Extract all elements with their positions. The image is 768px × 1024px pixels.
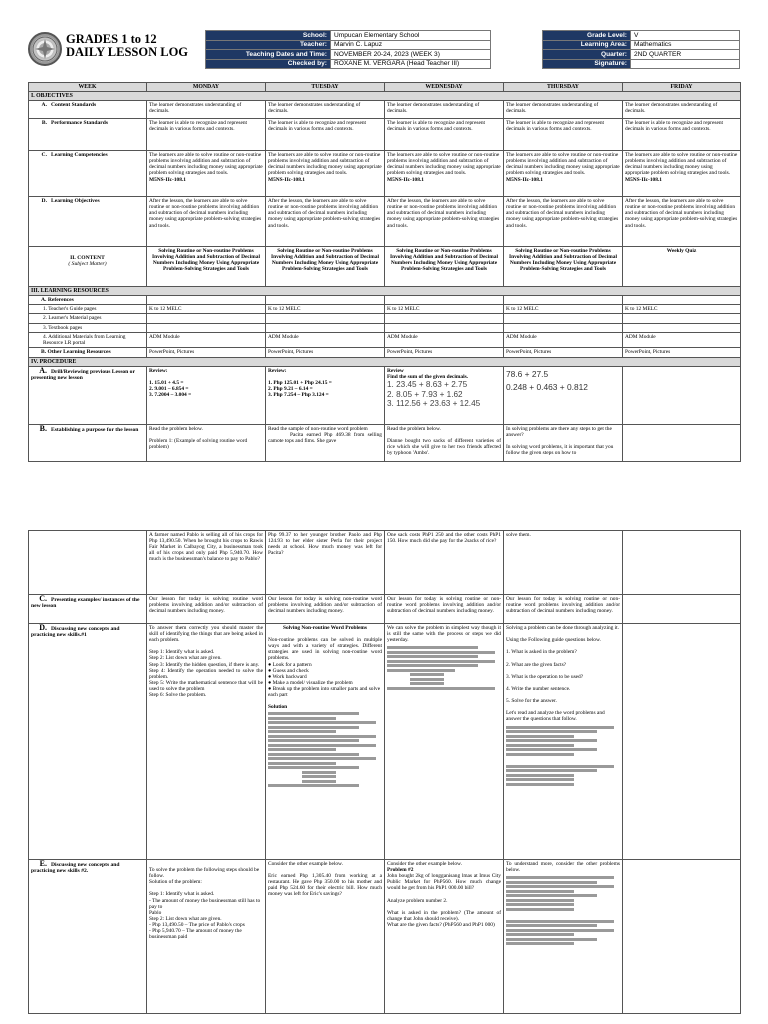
competencies-tue: The learners are able to solve routine or non-routine problems involving addition and subtraction of decimal numbers including money using appropriate problem solving strategies and tools. M5NS-IIc-108.1: [266, 151, 385, 197]
discussing-1-tue: Solving Non-routine Word Problems Non-routine problems can be solved in multiple ways and with a variety of strategies. Different strategies are used in solving non-routine word problems. ● Look for a pattern ● Guess and check ● Work backward ● Make a model/ visualize the problem ● Break up the problem into smaller parts and solve each part Solution: [266, 624, 385, 860]
school-value: Umpucan Elementary School: [331, 31, 491, 41]
school-label: School:: [206, 31, 331, 41]
section-learning-resources: III. LEARNING RESOURCES: [29, 287, 741, 296]
col-tuesday: TUESDAY: [266, 83, 385, 92]
row-label-references: A. References: [29, 296, 147, 305]
solution-image: [268, 712, 382, 787]
content-standards-fri: The learner demonstrates understanding of decimals.: [623, 101, 741, 119]
row-label-performance-standards: B. Performance Standards: [29, 119, 147, 151]
adm-thu: ADM Module: [504, 332, 623, 347]
content-wed: Solving Routine or Non-routine Problems Involving Addition and Subtraction of Decimal Numbers Including Money Using Appropriate Problem-Solving Strategies and Tools: [385, 247, 504, 287]
competencies-fri: The learners are able to solve routine or non-routine problems involving addition and subtraction of decimal numbers including money using appropriate problem solving strategies and tools. M5NS-IIc-108.1: [623, 151, 741, 197]
info-table-left: [205, 30, 491, 69]
presenting-tue: Our lesson for today is solving non-routine word problems involving addition and/or subtraction of decimal numbers including money.: [266, 595, 385, 624]
purpose-mon-cont: A farmer named Pablo is selling all of his crops for Php 13,490.50. When he brought his crops to Rawis Fair Market in Calbayog City, a businessman took all of his crops and only paid Php 5,940.70. How much is the businessman's balance to pay to Pablo?: [147, 531, 266, 595]
row-label-other-resources: B. Other Learning Resources: [29, 347, 147, 357]
ppt-thu: PowerPoint, Pictures: [504, 347, 623, 357]
tg-mon: K to 12 MELC: [147, 305, 266, 314]
content-standards-tue: The learner demonstrates understanding of decimals.: [266, 101, 385, 119]
adm-wed: ADM Module: [385, 332, 504, 347]
purpose-tue: Read the sample of non-routine word problem Pacita earned Php 469.38 from selling camote tops and fims. She gave: [266, 424, 385, 461]
analysis-image: [387, 646, 501, 690]
row-label-discussing-2: E. Discussing new concepts and practicing new skills #2.: [29, 860, 147, 1014]
row-label-purpose: B. Establishing a purpose for the lesson: [29, 424, 147, 461]
row-label-additional-materials: 4. Additional Materials from Learning Resource LR portal: [29, 332, 147, 347]
discussing-2-fri: [623, 860, 741, 1014]
objectives-thu: After the lesson, the learners are able to solve routine or non-routine problems involving addition and subtraction of decimal numbers including money using appropriate problem-solving strategies and tools.: [504, 197, 623, 247]
purpose-mon: Read the problem below. Problem 1: (Example of solving routine word problem): [147, 424, 266, 461]
area-label: Learning Area:: [543, 40, 631, 50]
row-label-learning-objectives: D. Learning Objectives: [29, 197, 147, 247]
discussing-2-thu: To understand more, consider the other problems below.: [504, 860, 623, 1014]
discussing-2-wed: Consider the other example below. Problem #2 John bought 2kg of longganisang lmas at Imus City Public Market for PhP560. How much change would he get from his PhP1 000.00 bill? Analyze problem number 2. What is asked in the problem? (The amount of change that John should receive). What are the given facts? (PhP560 and PhP1 000): [385, 860, 504, 1014]
content-standards-mon: The learner demonstrates understanding of decimals.: [147, 101, 266, 119]
purpose-wed-cont: One sack costs PhP1 250 and the other costs PhP1 150. How much did she pay for the 2sacks of rice?: [385, 531, 504, 595]
grade-value: V: [631, 31, 740, 41]
content-thu: Solving Routine or Non-routine Problems Involving Addition and Subtraction of Decimal Numbers Including Money Using Appropriate Problem-Solving Strategies and Tools: [504, 247, 623, 287]
drill-fri: [623, 366, 741, 424]
drill-mon: Review: 1. 15.01 + 4.5 = 2. 9.001 – 6.854 = 3. 7.2004 – 3.004 =: [147, 366, 266, 424]
info-table-right: [542, 30, 740, 69]
section-objectives: I. OBJECTIVES: [29, 92, 741, 101]
discussing-1-mon: To answer them correctly you should master the skill of identifying the things that are being asked in each problem. Step 1: Identify what is asked. Step 2: List down what are given. Step 3: Identify the hidden question, if there is any. Step 4: Identify the operation needed to solve the problem. Step 5: Write the mathematical sentence that will be used to solve the problem Step 6: Solve the problem.: [147, 624, 266, 860]
purpose-label-cont: [29, 531, 147, 595]
form-title: [66, 33, 188, 59]
objectives-mon: After the lesson, the learners are able to solve routine or non-routine problems involving addition and subtraction of decimal numbers including money using appropriate problem-solving strategies and tools.: [147, 197, 266, 247]
col-monday: MONDAY: [147, 83, 266, 92]
tg-wed: K to 12 MELC: [385, 305, 504, 314]
purpose-thu-cont: solve them.: [504, 531, 623, 595]
row-label-drill: A. Drill/Reviewing previous Lesson or presenting new lesson: [29, 366, 147, 424]
purpose-fri-cont: [623, 531, 741, 595]
tg-tue: K to 12 MELC: [266, 305, 385, 314]
content-standards-thu: The learner demonstrates understanding of decimals.: [504, 101, 623, 119]
discussing-1-wed: We can solve the problem in simplest way though it is still the same with the process or steps we did yesterday.: [385, 624, 504, 860]
row-label-learning-competencies: C. Learning Competencies: [29, 151, 147, 197]
header: [28, 30, 740, 88]
drill-thu: 78.6 + 27.5 0.248 + 0.463 + 0.812: [504, 366, 623, 424]
quarter-label: Quarter:: [543, 50, 631, 60]
adm-fri: ADM Module: [623, 332, 741, 347]
row-label-content: II. CONTENT ( Subject Matter): [29, 247, 147, 287]
presenting-mon: Our lesson for today is solving routine word problems involving addition and/or subtraction of decimal numbers including money.: [147, 595, 266, 624]
content-fri: Weekly Quiz: [623, 247, 741, 287]
performance-standards-wed: The learner is able to recognize and represent decimals in various forms and contexts.: [385, 119, 504, 151]
deped-seal-icon: [28, 32, 62, 66]
performance-standards-mon: The learner is able to recognize and represent decimals in various forms and contexts.: [147, 119, 266, 151]
dates-value: NOVEMBER 20-24, 2023 (WEEK 3): [331, 50, 491, 60]
title-line-1: GRADES 1 to 12: [66, 32, 157, 46]
ppt-wed: PowerPoint, Pictures: [385, 347, 504, 357]
col-friday: FRIDAY: [623, 83, 741, 92]
discussing-1-thu: Solving a problem can be done through analyzing it. Using the Following guide questions below. 1. What is asked in the problem? 2. What are the given facts? 3. What is the operation to be used? 4. Write the number sentence. 5. Solve for the answer. Let's read and analyze the word problems and answer the questions that follow.: [504, 624, 623, 860]
row-label-discussing-1: D. Discussing new concepts and practicing new skills.#1: [29, 624, 147, 860]
objectives-tue: After the lesson, the learners are able to solve routine or non-routine problems involving addition and subtraction of decimal numbers including money using appropriate problem-solving strategies and tools.: [266, 197, 385, 247]
tg-fri: K to 12 MELC: [623, 305, 741, 314]
competencies-wed: The learners are able to solve routine or non-routine problems involving addition and subtraction of decimal numbers including money using appropriate problem solving strategies and tools. M5NS-IIc-108.1: [385, 151, 504, 197]
ppt-mon: PowerPoint, Pictures: [147, 347, 266, 357]
ppt-tue: PowerPoint, Pictures: [266, 347, 385, 357]
performance-standards-thu: The learner is able to recognize and represent decimals in various forms and contexts.: [504, 119, 623, 151]
presenting-wed: Our lesson for today is solving routine or non-routine word problems involving addition and/or subtraction of decimal numbers including money.: [385, 595, 504, 624]
lesson-table-page-2: [28, 530, 741, 1014]
row-label-textbook: 3. Textbook pages: [29, 323, 147, 332]
more-problems-image: [506, 876, 620, 945]
ppt-fri: PowerPoint, Pictures: [623, 347, 741, 357]
discussing-1-fri: [623, 624, 741, 860]
signature-value: [631, 59, 740, 69]
checked-value: ROXANE M. VERGARA (Head Teacher III): [331, 59, 491, 69]
adm-mon: ADM Module: [147, 332, 266, 347]
tg-thu: K to 12 MELC: [504, 305, 623, 314]
discussing-2-tue: Consider the other example below. Eric earned Php 1,305.40 from working at a restaurant. He gave Php 350.00 to his mother and paid Php 524.60 for their electric bill. How much money was left for Eric's savings?: [266, 860, 385, 1014]
area-value: Mathematics: [631, 40, 740, 50]
adm-tue: ADM Module: [266, 332, 385, 347]
purpose-tue-cont: Php 99.37 to her younger brother Paolo and Php 124.93 to her elder sister Perla for their project needs at school. How much money was left for Pacita?: [266, 531, 385, 595]
title-line-2: DAILY LESSON LOG: [66, 45, 189, 59]
quarter-value: 2ND QUARTER: [631, 50, 740, 60]
purpose-wed: Read the problem below. Dianne bought two sacks of different varieties of rice which she will give to her two friends affected by typhoon 'Ambo'.: [385, 424, 504, 461]
row-label-learners-material: 2. Learner's Material pages: [29, 314, 147, 323]
drill-tue: Review: 1. Php 125.01 + Php 24.15 = 2. Php 9.21 – 6.14 = 3. Php 7.254 – Php 3.124 =: [266, 366, 385, 424]
lesson-table-page-1: [28, 82, 741, 462]
performance-standards-tue: The learner is able to recognize and represent decimals in various forms and contexts.: [266, 119, 385, 151]
grade-label: Grade Level:: [543, 31, 631, 41]
presenting-fri: [623, 595, 741, 624]
content-tue: Solving Routine or Non-routine Problems Involving Addition and Subtraction of Decimal Numbers Including Money Using Appropriate Problem-Solving Strategies and Tools: [266, 247, 385, 287]
content-mon: Solving Routine or Non-routine Problems Involving Addition and Subtraction of Decimal Numbers Including Money Using Appropriate Problem-Solving Strategies and Tools: [147, 247, 266, 287]
objectives-fri: After the lesson, the learners are able to solve routine or non-routine problems involving addition and subtraction of decimal numbers including money using appropriate problem-solving strategies and tools.: [623, 197, 741, 247]
col-week: WEEK: [29, 83, 147, 92]
teacher-value: Marvin C. Lapuz: [331, 40, 491, 50]
row-label-content-standards: A. Content Standards: [29, 101, 147, 119]
row-label-presenting: C. Presenting examples/ instances of the new lesson: [29, 595, 147, 624]
presenting-thu: Our lesson for today is solving routine or non-routine word problems involving addition and/or subtraction of decimal numbers including money.: [504, 595, 623, 624]
purpose-thu: In solving problems are there any steps to get the answer? In solving word problems, it is important that you follow the given steps on how to: [504, 424, 623, 461]
purpose-fri: [623, 424, 741, 461]
performance-standards-fri: The learner is able to recognize and represent decimals in various forms and contexts.: [623, 119, 741, 151]
objectives-wed: After the lesson, the learners are able to solve routine or non-routine problems involving addition and subtraction of decimal numbers including money using appropriate problem-solving strategies and tools.: [385, 197, 504, 247]
content-standards-wed: The learner demonstrates understanding of decimals.: [385, 101, 504, 119]
dates-label: Teaching Dates and Time:: [206, 50, 331, 60]
problems-image: [506, 726, 620, 786]
signature-label: Signature:: [543, 59, 631, 69]
teacher-label: Teacher:: [206, 40, 331, 50]
section-procedure: IV. PROCEDURE: [29, 357, 741, 366]
col-thursday: THURSDAY: [504, 83, 623, 92]
checked-label: Checked by:: [206, 59, 331, 69]
competencies-mon: The learners are able to solve routine or non-routine problems involving addition and subtraction of decimal numbers including money using appropriate problem solving strategies and tools. M5NS-IIc-108.1: [147, 151, 266, 197]
competencies-thu: The learners are able to solve routine or non-routine problems involving addition and subtraction of decimal numbers including money using appropriate problem solving strategies and tools. M5NS-IIc-108.1: [504, 151, 623, 197]
drill-wed: Review Find the sum of the given decimals. 1. 23.45 + 8.63 + 2.75 2. 8.05 + 7.93 + 1.62 3. 112.56 + 23.63 + 12.45: [385, 366, 504, 424]
discussing-2-mon: To solve the problem the following steps should be follow. Solution of the problem: Step 1: Identify what is asked. - The amount of money the businessman still has to pay to Pablo Step 2: List down what are given. - Php 13,490.50 – The price of Pablo's crops - Php 5,940.70 – The amount of money the businessman paid: [147, 860, 266, 1014]
col-wednesday: WEDNESDAY: [385, 83, 504, 92]
row-label-teachers-guide: 1. Teacher's Guide pages: [29, 305, 147, 314]
